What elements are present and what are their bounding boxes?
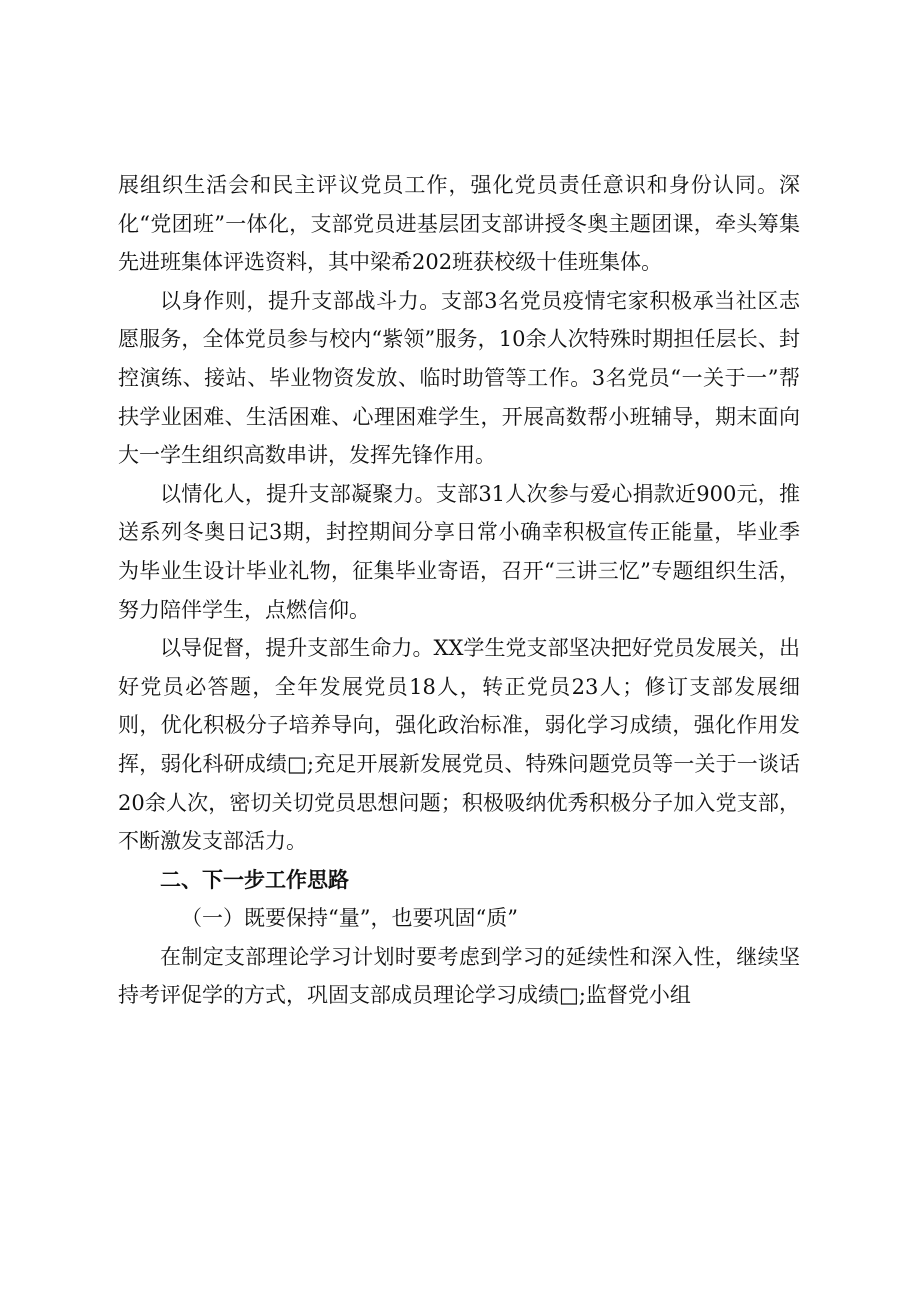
paragraph-cohesion: 以情化人，提升支部凝聚力。支部31人次参与爱心捐款近900元，推送系列冬奥日记3期，封控期间分享日常小确幸积极宣传正能量，毕业季为毕业生设计毕业礼物，征集毕业寄语，召开“三讲三忆”专题组织生活，努力陪伴学生，点燃信仰。 [118, 481, 800, 622]
paragraph-vitality: 以导促督，提升支部生命力。XX学生党支部坚决把好党员发展关，出好党员必答题，全年发展党员18人，转正党员23人；修订支部发展细则，优化积极分子培养导向，强化政治标准，弱化学习成绩，强化作用发挥，弱化科研成绩□;充足开展新发展党员、特殊问题党员等一关于一谈话20余人次，密切关切党员思想问题；积极吸纳优秀积极分子加入党支部，不断激发支部活力。 [118, 636, 800, 854]
paragraph-lead-by-example: 以身作则，提升支部战斗力。支部3名党员疫情宅家积极承当社区志愿服务，全体党员参与校内“紫领”服务，10余人次特殊时期担任层长、封控演练、接站、毕业物资发放、临时助管等工作。3名党员“一关于一”帮扶学业困难、生活困难、心理困难学生，开展高数帮小班辅导，期末面向大一学生组织高数串讲，发挥先锋作用。 [118, 288, 800, 468]
paragraph-continuation: 展组织生活会和民主评议党员工作，强化党员责任意识和身份认同。深化“党团班”一体化，支部党员进基层团支部讲授冬奥主题团课，牵头筹集先进班集体评选资料，其中梁希202班获校级十佳班集体。 [118, 173, 800, 275]
section-heading: 二、下一步工作思路 [160, 867, 349, 892]
document-body [118, 166, 800, 1015]
paragraph-study-plan: 在制定支部理论学习计划时要考虑到学习的延续性和深入性，继续坚持考评促学的方式，巩固支部成员理论学习成绩□;监督党小组 [118, 944, 800, 1008]
subsection-heading: （一）既要保持“量”，也要巩固“质” [181, 906, 518, 931]
